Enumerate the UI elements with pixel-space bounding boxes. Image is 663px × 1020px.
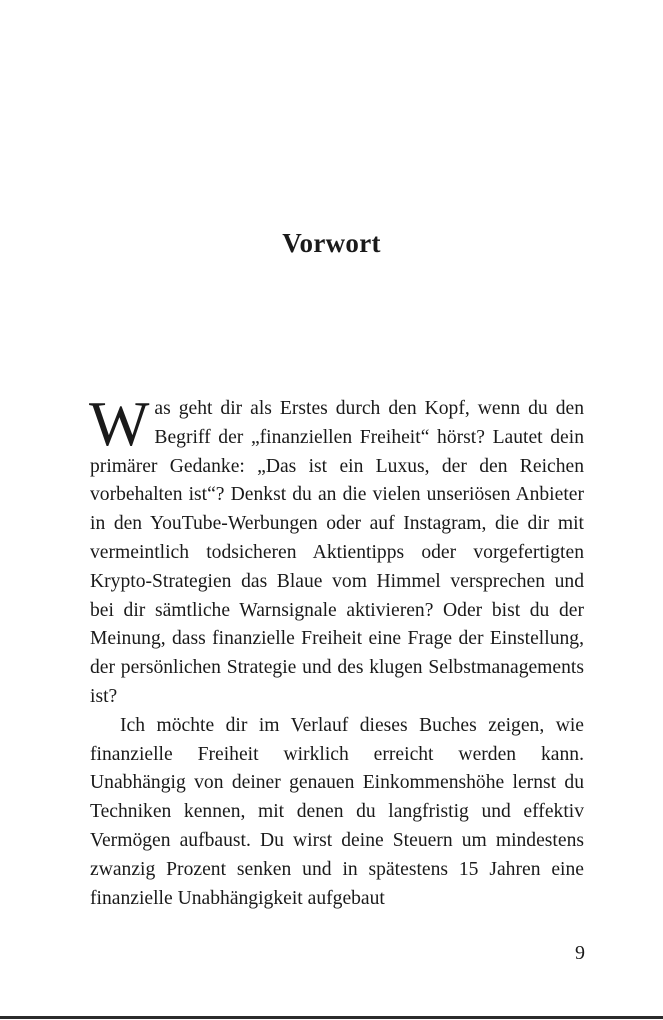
paragraph-1: [89, 388, 584, 712]
paragraph-2: Ich möchte dir im Verlauf dieses Buches zeigen, wie finanzielle Freiheit wirklich erreicht werden kann. Unabhängig von deiner genauen Einkommenshöhe lernst du Techniken kennen, mit denen du langfristig und effektiv Vermögen aufbaust. Du wirst deine Steuern um mindestens zwanzig Prozent senken und in spätestens 15 Jahren eine finanzielle Unabhängigkeit aufgebaut: [90, 714, 584, 909]
body-text: [89, 388, 584, 913]
paragraph-1-text: as geht dir als Erstes durch den Kopf, wenn du den Begriff der „finanziellen Freiheit“ hörst? Lautet dein primärer Gedanke: „Das ist ein Luxus, der den Reichen vorbehalten ist“? Denkst du an die vielen unseriösen Anbieter in den YouTube-Werbungen oder auf Instagram, die dir mit vermeintlich todsicheren Aktientipps oder vorgefertigten Krypto-Strategien das Blaue vom Himmel versprechen und bei dir sämtliche Warnsignale aktivieren? Oder bist du der Meinung, dass finanzielle Freiheit eine Frage der Einstellung, der persönlichen Strategie und des klugen Selbstmanagements ist?: [90, 398, 584, 707]
chapter-title: Vorwort: [282, 228, 381, 258]
drop-cap: W: [89, 388, 150, 459]
page-number: 9: [575, 942, 585, 964]
bottom-divider: [0, 1016, 663, 1019]
